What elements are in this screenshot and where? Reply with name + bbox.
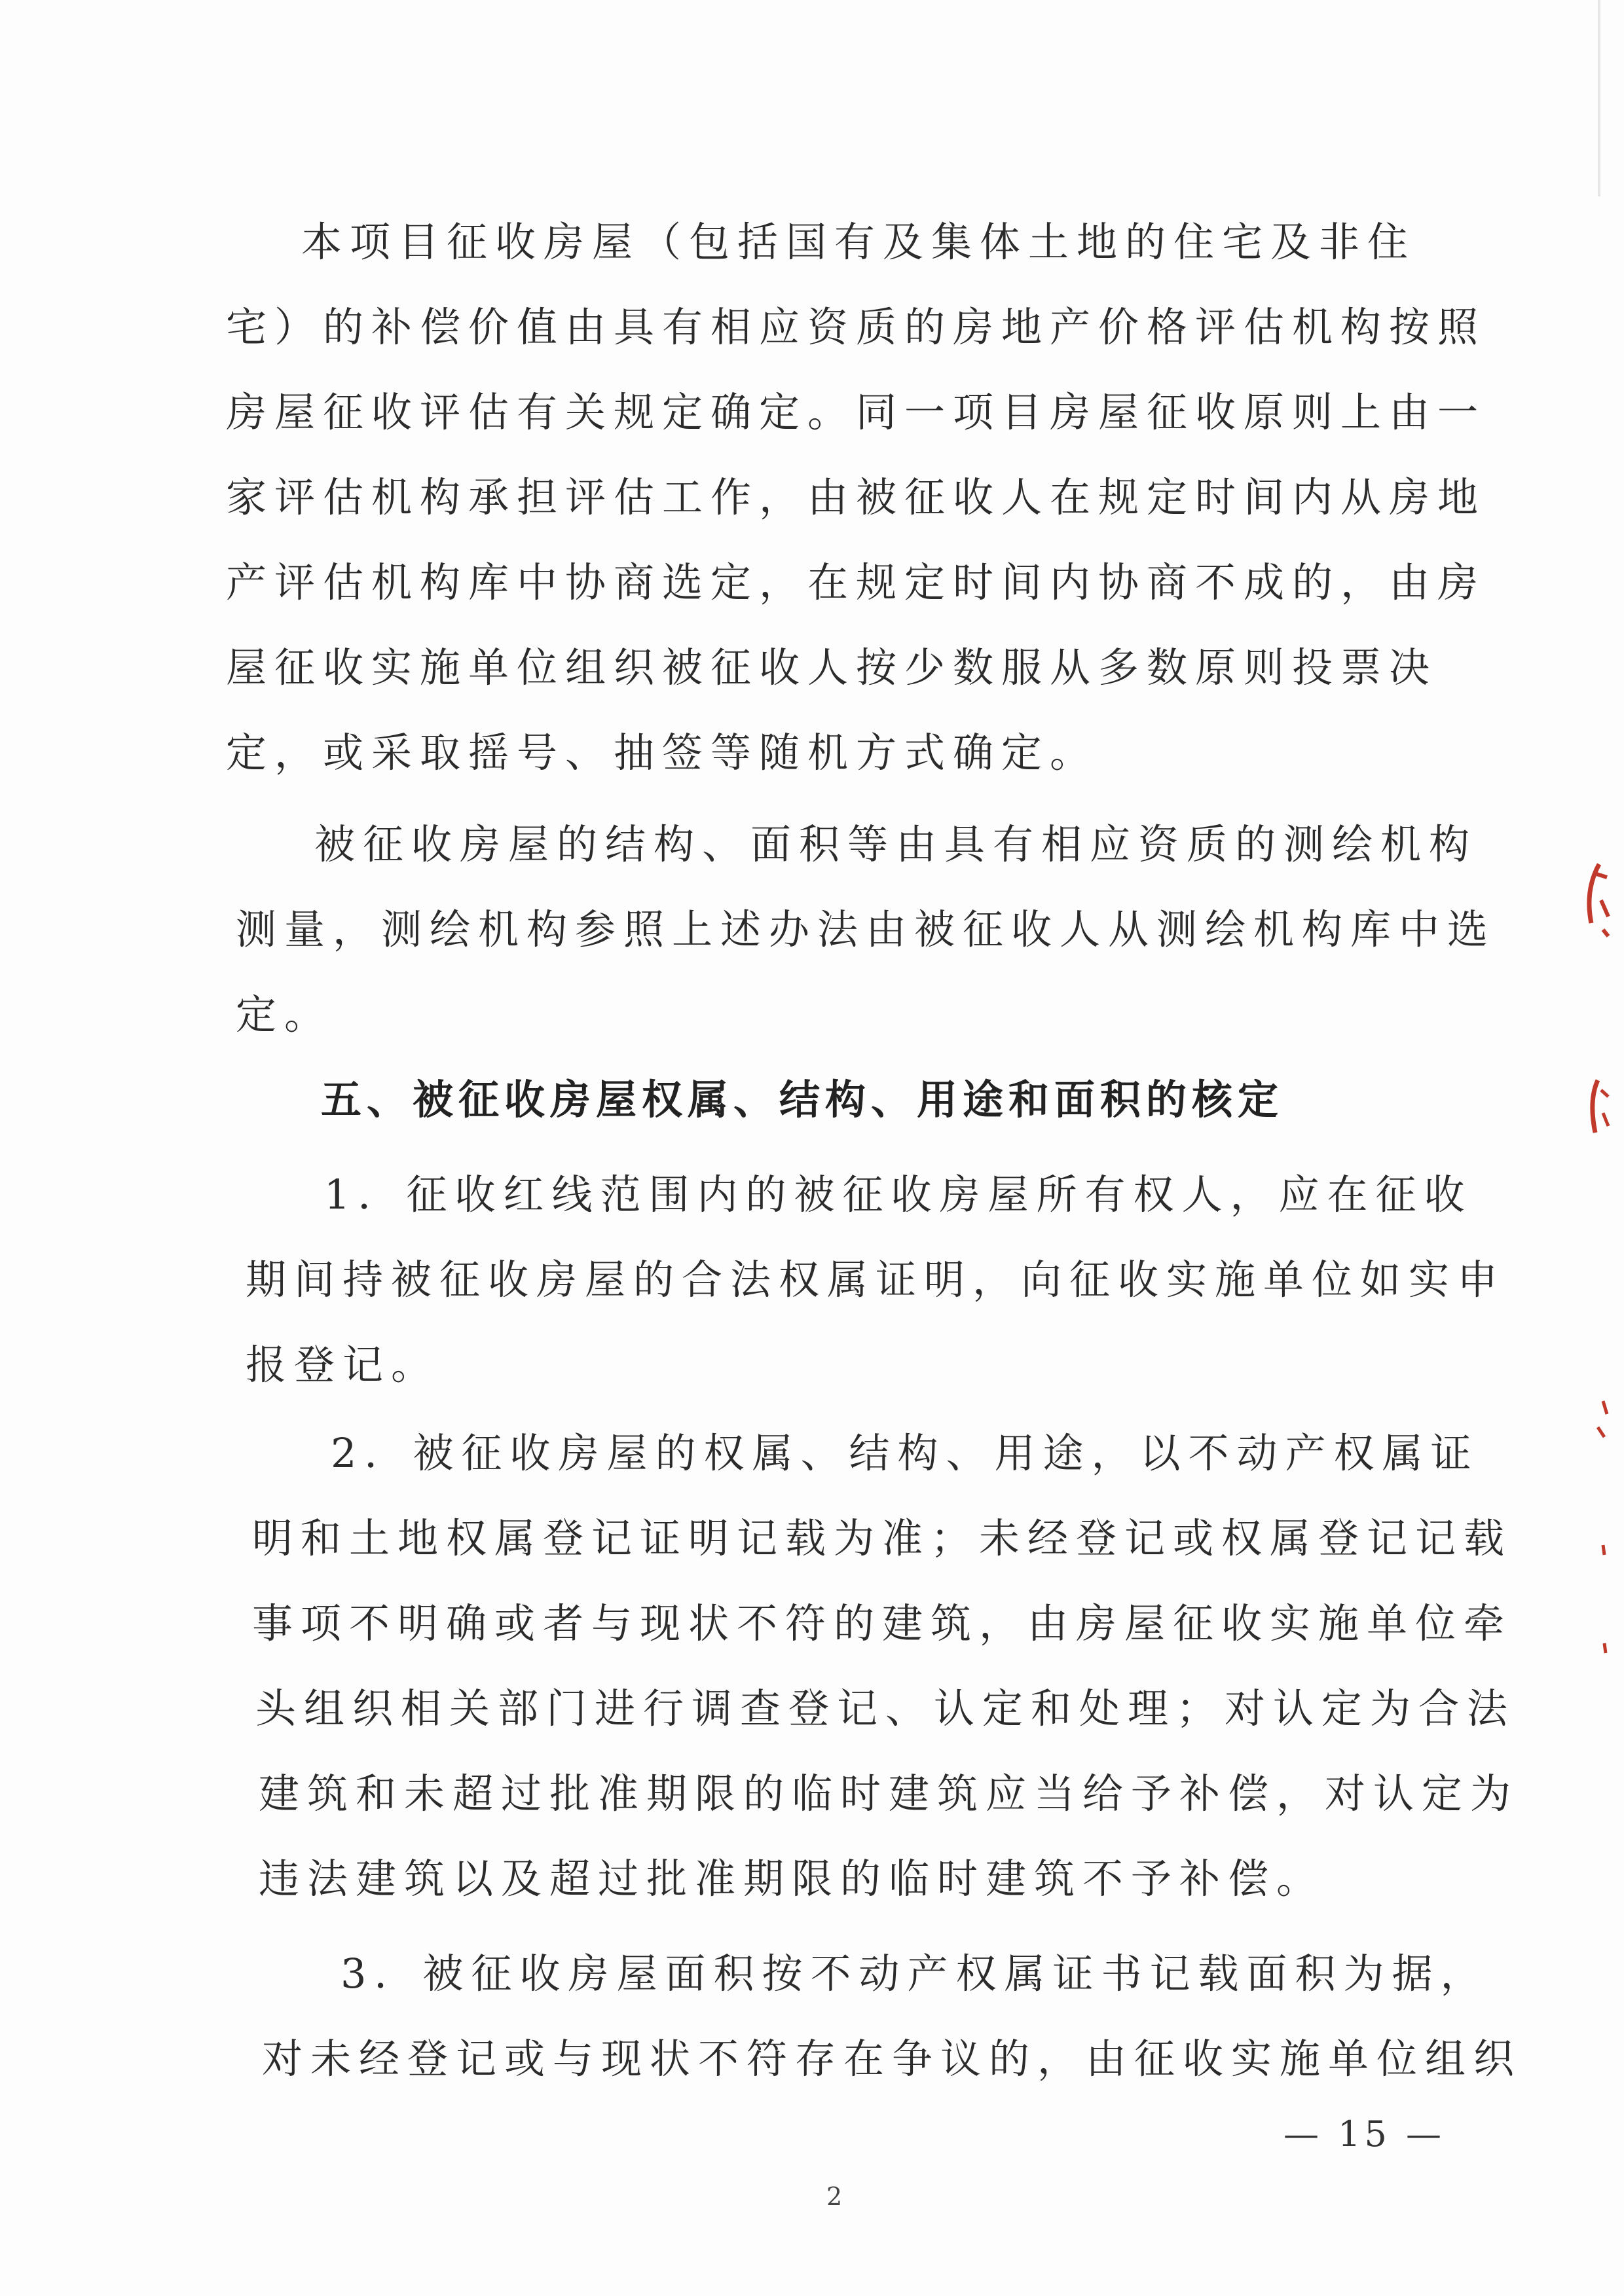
paragraph-line: 事项不明确或者与现状不符的建筑，由房屋征收实施单位牵 — [252, 1599, 1513, 1647]
paragraph-line: 定，或采取摇号、抽签等随机方式确定。 — [226, 729, 1099, 776]
scan-index: 2 — [826, 2182, 843, 2211]
paragraph-line: 报登记。 — [246, 1341, 440, 1389]
scan-edge-mark — [1598, 0, 1600, 196]
paragraph-line: 宅）的补偿价值由具有相应资质的房地产价格评估机构按照 — [226, 303, 1486, 351]
paragraph-line: 定。 — [236, 991, 333, 1038]
paragraph-line: 产评估机构库中协商选定，在规定时间内协商不成的，由房 — [226, 558, 1486, 606]
paragraph-line: 明和土地权属登记证明记载为准；未经登记或权属登记记载 — [252, 1514, 1513, 1562]
paragraph-line: 2．被征收房屋的权属、结构、用途，以不动产权属证 — [331, 1429, 1479, 1477]
paragraph-line: 本项目征收房屋（包括国有及集体土地的住宅及非住 — [301, 218, 1416, 266]
seal-fragment — [1565, 838, 1611, 1689]
paragraph-line: 对未经登记或与现状不符存在争议的，由征收实施单位组织 — [262, 2035, 1522, 2083]
paragraph-line: 建筑和未超过批准期限的临时建筑应当给予补偿，对认定为 — [259, 1770, 1519, 1817]
paragraph-line: 家评估机构承担评估工作，由被征收人在规定时间内从房地 — [226, 473, 1486, 521]
paragraph-line: 违法建筑以及超过批准期限的临时建筑不予补偿。 — [259, 1855, 1325, 1903]
seal-fragment-graphic — [1565, 838, 1611, 1689]
paragraph-line: 测量，测绘机构参照上述办法由被征收人从测绘机构库中选 — [236, 905, 1496, 953]
paragraph-line: 屋征收实施单位组织被征收人按少数服从多数原则投票决 — [226, 644, 1438, 691]
paragraph-line: 1．征收红线范围内的被征收房屋所有权人，应在征收 — [324, 1171, 1473, 1218]
paragraph-line: 头组织相关部门进行调查登记、认定和处理；对认定为合法 — [255, 1685, 1516, 1732]
paragraph-line: 被征收房屋的结构、面积等由具有相应资质的测绘机构 — [314, 820, 1478, 868]
page-number: — 15 — — [1283, 2113, 1446, 2155]
paragraph-line: 房屋征收评估有关规定确定。同一项目房屋征收原则上由一 — [226, 388, 1486, 436]
section-heading: 五、被征收房屋权属、结构、用途和面积的核定 — [321, 1076, 1284, 1123]
paragraph-line: 3．被征收房屋面积按不动产权属证书记载面积为据， — [341, 1950, 1489, 1997]
paragraph-line: 期间持被征收房屋的合法权属证明，向征收实施单位如实申 — [246, 1256, 1506, 1303]
